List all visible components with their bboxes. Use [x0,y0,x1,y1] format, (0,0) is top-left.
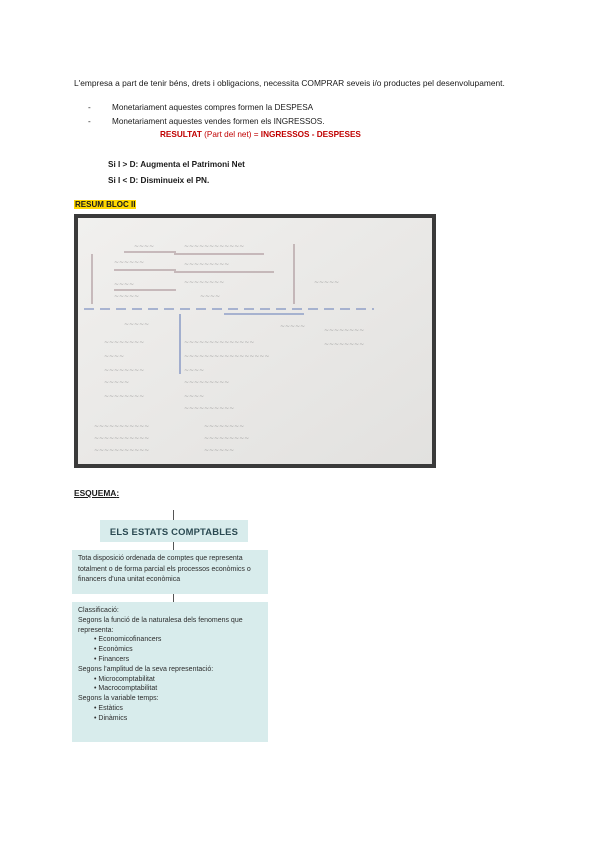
rules-list [108,160,245,192]
list-item: • Microcomptabilitat [78,675,262,685]
svg-text:~~~~~~~~~~: ~~~~~~~~~~ [184,405,235,412]
diagram-title-box: ELS ESTATS COMPTABLES [100,520,248,542]
group-heading: Segons la funció de la naturalesa dels fenomens que representa: [78,616,243,634]
rule-item: Si I < D: Disminueix el PN. [108,176,210,185]
list-item: • Dinàmics [78,714,262,724]
estats-comptables-diagram [72,508,272,744]
svg-text:~~~~~~~~~~~: ~~~~~~~~~~~ [94,447,150,454]
svg-text:~~~~~~~~~: ~~~~~~~~~ [204,435,250,442]
definition-box: Tota disposició ordenada de comptes que representa totalment o de forma parcial els processos econòmics o financers d'una unitat econòmica [72,550,268,594]
svg-text:~~~~~~~~~~~: ~~~~~~~~~~~ [94,423,150,430]
svg-text:~~~~~~~~: ~~~~~~~~ [104,393,145,400]
bullet-list [88,100,528,128]
group-heading: Segons la variable temps: [78,695,159,703]
svg-text:~~~~~~~~: ~~~~~~~~ [104,367,145,374]
result-expression: INGRESSOS - DESPESES [260,130,361,139]
svg-text:~~~~: ~~~~ [184,393,205,400]
svg-text:~~~~~~~~~: ~~~~~~~~~ [184,261,230,268]
svg-text:~~~~~~: ~~~~~~ [114,259,145,266]
svg-text:~~~~~~~~~: ~~~~~~~~~ [184,379,230,386]
svg-text:~~~~: ~~~~ [200,293,221,300]
result-formula [160,130,361,139]
svg-text:~~~~~~~~~~~: ~~~~~~~~~~~ [94,435,150,442]
svg-text:~~~~~~: ~~~~~~ [204,447,235,454]
section-heading-esquema [74,488,119,498]
svg-text:~~~~: ~~~~ [184,367,205,374]
list-item [88,100,528,114]
svg-text:~~~~~~~~: ~~~~~~~~ [324,341,365,348]
result-label: RESULTAT [160,130,202,139]
list-item [88,114,528,128]
svg-text:~~~~~: ~~~~~ [124,321,150,328]
svg-text:~~~~~~~~~~~~: ~~~~~~~~~~~~ [184,243,245,250]
svg-text:~~~~~: ~~~~~ [280,323,306,330]
classification-heading: Classificació: [78,607,119,614]
svg-text:~~~~~: ~~~~~ [104,379,130,386]
list-item: • Estàtics [78,704,262,714]
svg-text:~~~~~~~~: ~~~~~~~~ [324,327,365,334]
svg-text:~~~~~: ~~~~~ [114,293,140,300]
dash-icon: - [88,116,91,126]
bullet-text: Monetariament aquestes vendes formen els INGRESSOS. [112,116,325,126]
classification-box [72,602,268,742]
svg-text:~~~~~: ~~~~~ [314,279,340,286]
svg-text:~~~~~~~~: ~~~~~~~~ [184,279,225,286]
rule-item: Si I > D: Augmenta el Patrimoni Net [108,160,245,169]
connector-line [173,510,174,520]
esquema-heading-text: ESQUEMA [74,488,117,498]
bullet-text: Monetariament aquestes compres formen la DESPESA [112,102,314,112]
svg-text:~~~~~~~~: ~~~~~~~~ [204,423,245,430]
connector-line [173,542,174,550]
svg-text:~~~~: ~~~~ [114,281,135,288]
svg-text:~~~~~~~~: ~~~~~~~~ [104,339,145,346]
notes-photo-illustration [74,214,436,468]
svg-text:~~~~: ~~~~ [134,243,155,250]
svg-text:~~~~~~~~~~~~~~: ~~~~~~~~~~~~~~ [184,339,255,346]
intro-paragraph: L'empresa a part de tenir béns, drets i obligacions, necessita COMPRAR seveis i/o productes pel desenvolupament. [74,78,505,88]
dash-icon: - [88,102,91,112]
list-item: • Financers [78,655,262,665]
group-heading: Segons l'amplitud de la seva representació: [78,665,214,673]
list-item: • Economicofinancers [78,635,262,645]
list-item: • Econòmics [78,645,262,655]
svg-text:~~~~: ~~~~ [104,353,125,360]
connector-line [173,594,174,602]
section-heading-resum: RESUM BLOC II [75,200,136,209]
handwritten-notes-photo [74,214,436,468]
result-paren: (Part del net) = [204,130,259,139]
list-item: • Macrocomptabilitat [78,684,262,694]
svg-text:~~~~~~~~~~~~~~~~~: ~~~~~~~~~~~~~~~~~ [184,353,270,360]
esquema-heading-colon: : [116,488,120,498]
